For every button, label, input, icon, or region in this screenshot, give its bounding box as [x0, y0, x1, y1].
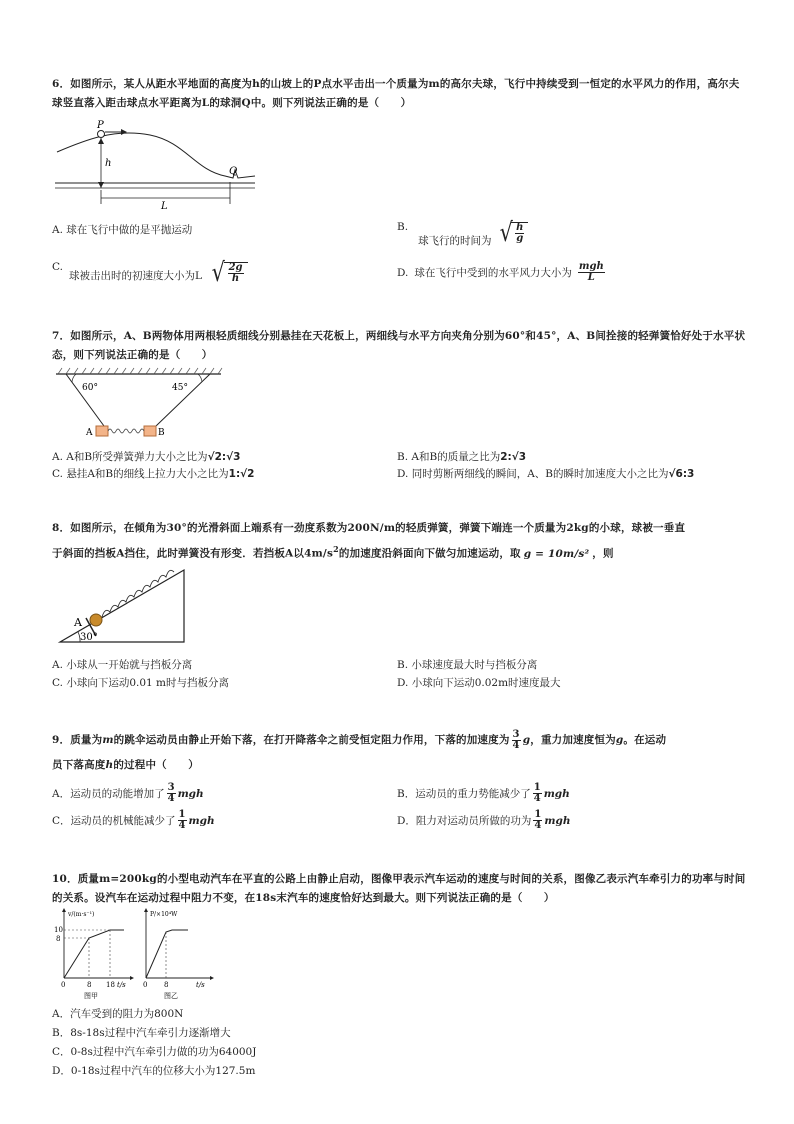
- q10-fig1-x8: 8: [87, 981, 92, 989]
- q8-option-c[interactable]: C. 小球向下运动0.01 m时与挡板分离: [52, 677, 230, 689]
- q10-option-b[interactable]: B．8s-18s过程中汽车牵引力逐渐增大: [52, 1027, 231, 1039]
- q10-fig2-x0: 0: [143, 981, 148, 989]
- q6-option-c-text: 球被击出时的初速度大小为L: [69, 270, 202, 282]
- q6-b-den: g: [516, 233, 524, 244]
- q10-fig1-ylabel: v/(m·s⁻¹): [68, 911, 95, 918]
- q9-b-num: 1: [533, 782, 541, 793]
- q6-option-b-sqrt: √ $\frac{h}{g}$: [498, 220, 529, 246]
- q10-fig1-caption: 图甲: [84, 992, 98, 1000]
- q6-d-num: mgh: [578, 261, 604, 272]
- q6-option-c-label: C.: [52, 261, 63, 273]
- q7-fig-B: B: [158, 428, 165, 438]
- q6-c-den: h: [231, 273, 240, 284]
- q8-fig-angle: 30°: [80, 632, 98, 643]
- q6-figure: [55, 120, 265, 210]
- q8-stem-line1: 8．如图所示，在倾角为30°的光滑斜面上端系有一劲度系数为200N/m的轻质弹簧，弹簧下端连一个质量为2kg的小球，球被一垂直: [52, 522, 686, 534]
- q7-c-val: 1:√2: [228, 468, 255, 480]
- q9-c-den: 4: [178, 820, 186, 831]
- q9-b-frac: [533, 783, 542, 804]
- q6-option-b-label: B.: [397, 221, 409, 233]
- q7-option-a[interactable]: [52, 450, 240, 464]
- q6-fig-h: h: [105, 158, 112, 169]
- q6-option-c-sqrt: √ $\frac{2g}{h}$: [210, 260, 248, 286]
- q8-stem-part-a: 于斜面的挡板A挡住，此时弹簧没有形变．若挡板A以4m/s: [52, 547, 334, 560]
- q9-stem-num: 3: [512, 729, 520, 740]
- q9-stem-b: 的跳伞运动员由静止开始下落，在打开降落伞之前受恒定阻力作用，下落的加速度为: [113, 734, 510, 746]
- q10-figure-yi: [136, 908, 216, 1000]
- q8-stem-part-b: 的加速度沿斜面向下做匀加速运动，取: [338, 547, 521, 560]
- q6-c-num: 2g: [228, 262, 243, 273]
- q9-stem-g1: g: [522, 734, 531, 746]
- q7-option-c[interactable]: [52, 467, 254, 481]
- q7-d-val: √6:3: [668, 468, 695, 480]
- q7-fig-angle2: 45°: [172, 383, 188, 393]
- q6-option-c[interactable]: [52, 260, 248, 286]
- q9-option-d[interactable]: [397, 810, 570, 831]
- q6-b-num: h: [516, 222, 524, 233]
- q9-stem-frac: [512, 730, 521, 751]
- q7-a-val: √2:√3: [207, 451, 241, 463]
- q9-a-num: 3: [167, 782, 175, 793]
- q9-d-text: D．阻力对运动员所做的功为: [397, 814, 532, 827]
- q10-fig2-x8: 8: [164, 981, 169, 989]
- q6-stem: 6．如图所示，某人从距水平地面的高度为h的山坡上的P点水平击出一个质量为m的高尔夫球，飞行中持续受到一恒定的水平风力的作用，高尔夫球竖直落入距击球点水平距离为L的球洞Q中。则下列说法正确的是（ ）: [52, 78, 740, 109]
- q8-stem-g: g = 10m/s²: [523, 547, 590, 560]
- q9-b-mgh: mgh: [543, 787, 570, 800]
- q6-option-b[interactable]: [397, 220, 528, 248]
- q7-c-text: C. 悬挂A和B的细线上拉力大小之比为: [52, 468, 229, 480]
- q9-d-frac: [533, 810, 542, 831]
- q9-stem-den: 4: [512, 740, 520, 751]
- q10-figure-jia: [54, 908, 134, 1000]
- q7-d-text: D. 同时剪断两细线的瞬间，A、B的瞬时加速度大小之比为: [397, 468, 669, 480]
- q9-a-text: A．运动员的动能增加了: [52, 787, 165, 800]
- q7-fig-angle1: 60°: [82, 383, 98, 393]
- q8-stem-part-c: ，则: [592, 547, 614, 560]
- q10-fig1-y8: 8: [56, 935, 61, 943]
- q10-fig2-xunit: t/s: [196, 981, 205, 989]
- q8-option-d[interactable]: D. 小球向下运动0.02m时速度最大: [397, 677, 561, 689]
- q6-option-b-text: 球飞行的时间为: [418, 235, 492, 247]
- q9-stem-line2: [52, 756, 747, 775]
- q7-option-b[interactable]: [397, 450, 526, 464]
- q10-option-d[interactable]: D．0-18s过程中汽车的位移大小为127.5m: [52, 1065, 256, 1077]
- q8-option-a[interactable]: A. 小球从一开始就与挡板分离: [52, 659, 193, 671]
- q8-stem-sup: 2: [333, 544, 339, 554]
- q10-fig1-x18: 18: [106, 981, 115, 989]
- q6-fig-L: L: [161, 201, 168, 212]
- q9-option-c[interactable]: [52, 810, 215, 831]
- q10-option-c[interactable]: C．0-8s过程中汽车牵引力做的功为64000J: [52, 1046, 257, 1058]
- q10-option-a[interactable]: A．汽车受到的阻力为800N: [52, 1008, 184, 1020]
- q6-option-d-frac: [578, 262, 605, 283]
- q6-d-den: L: [587, 272, 595, 283]
- q8-fig-A: A: [74, 616, 82, 629]
- q9-a-mgh: mgh: [177, 787, 204, 800]
- q9-stem-m: m: [102, 734, 114, 746]
- q9-d-den: 4: [534, 820, 542, 831]
- q9-stem-c: ，重力加速度恒为: [530, 734, 616, 746]
- q9-c-num: 1: [178, 809, 186, 820]
- q9-stem2-b: 的过程中（ ）: [113, 759, 199, 771]
- q10-fig2-ylabel: P/×10⁴W: [150, 911, 178, 918]
- q9-a-frac: [167, 783, 176, 804]
- q9-option-a[interactable]: [52, 783, 204, 804]
- q9-stem-g2: g: [615, 734, 624, 746]
- q9-c-text: C．运动员的机械能减少了: [52, 814, 176, 827]
- q9-d-num: 1: [534, 809, 542, 820]
- q6-option-a[interactable]: A. 球在飞行中做的是平抛运动: [52, 224, 193, 236]
- q7-a-text: A. A和B所受弹簧弹力大小之比为: [52, 451, 208, 463]
- q7-b-text: B. A和B的质量之比为: [397, 451, 501, 463]
- q10-fig1-xunit: t/s: [117, 981, 126, 989]
- q9-a-den: 4: [167, 793, 175, 804]
- q10-stem: 10．质量m=200kg的小型电动汽车在平直的公路上由静止启动，图像甲表示汽车运动的速度与时间的关系，图像乙表示汽车牵引力的功率与时间的关系。设汽车在运动过程中阻力不变，在18s末汽车的速度恰好达到最大。则下列说法正确的是（ ）: [52, 873, 746, 904]
- q10-fig1-x0: 0: [61, 981, 66, 989]
- q9-b-den: 4: [533, 793, 541, 804]
- q9-stem-a: 9．质量为: [52, 734, 103, 746]
- q6-option-d-text: 球在飞行中受到的水平风力大小为: [414, 266, 572, 279]
- q9-stem-d: 。在运动: [623, 734, 667, 746]
- q7-option-d[interactable]: [397, 467, 694, 481]
- q10-fig2-caption: 图乙: [164, 992, 178, 1000]
- q9-c-frac: [178, 810, 187, 831]
- q9-stem2-a: 员下落高度: [52, 759, 106, 771]
- q7-fig-A: A: [86, 428, 93, 438]
- q7-b-val: 2:√3: [500, 451, 527, 463]
- q8-option-b[interactable]: B. 小球速度最大时与挡板分离: [397, 659, 538, 671]
- q9-b-text: B．运动员的重力势能减少了: [397, 787, 531, 800]
- q9-d-mgh: mgh: [544, 814, 571, 827]
- q6-option-d[interactable]: [397, 262, 607, 283]
- q6-fig-P: P: [97, 120, 104, 131]
- q6-option-d-label: D.: [397, 266, 409, 279]
- q9-option-b[interactable]: [397, 783, 570, 804]
- q7-figure: [56, 368, 226, 440]
- q6-fig-Q: Q: [229, 166, 238, 177]
- q8-figure: [58, 560, 188, 646]
- q10-fig1-y10: 10: [54, 926, 63, 934]
- q9-c-mgh: mgh: [188, 814, 215, 827]
- q7-stem: 7．如图所示，A、B两物体用两根轻质细线分别悬挂在天花板上，两细线与水平方向夹角分别为60°和45°，A、B间拴接的轻弹簧恰好处于水平状态，则下列说法正确的是（ ）: [52, 330, 746, 361]
- q9-stem2-h: h: [105, 759, 114, 771]
- q9-stem-line1: [52, 730, 747, 751]
